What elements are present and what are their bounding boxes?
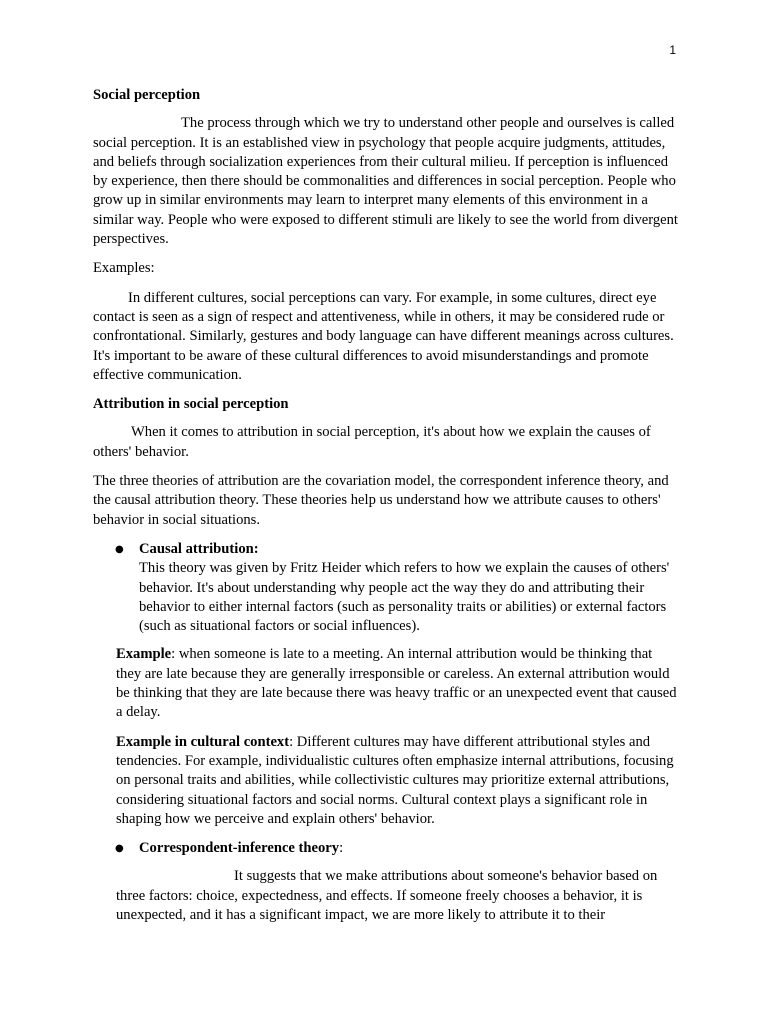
cultural-context-text: : Different cultures may have different attributional styles and tendencies. For example, individualistic cultures often emphasize internal attributions, focusing on personal traits and abilities, while collectivistic cultures may prioritize external attributions, considering situational factors and social norms. Cultural context plays a significant role in shaping how we perceive and explain others' behavior. [116, 733, 674, 827]
bullet-text-causal-attribution: This theory was given by Fritz Heider which refers to how we explain the causes of others' behavior. It's about understanding why people act the way they do and attributing their behavior to either internal factors (such as personality traits or abilities) or external factors (such as situational factors or social influences). [139, 560, 670, 635]
bullet-icon: ● [115, 843, 124, 855]
page-number: 1 [669, 43, 676, 57]
bullet-causal-attribution [93, 540, 678, 636]
bullet-icon: ● [115, 543, 124, 555]
bullet-title-colon: : [339, 840, 344, 857]
paragraph-social-perception-definition: The process through which we try to understand other people and ourselves is called social perception. It is an established view in psychology that people acquire judgments, attitudes, and beliefs through socialization experiences from their cultural milieu. If perception is influenced by experience, then there should be commonalities and differences in social perception. People who grow up in similar environments may learn to interpret many elements of this environment in a similar way. People who were exposed to different stimuli are likely to see the world from divergent perspectives. [93, 115, 678, 248]
paragraph-example [93, 645, 678, 722]
bullet-correspondent-inference [93, 839, 678, 858]
paragraph-cultural-examples: In different cultures, social perceptions can vary. For example, in some cultures, direct eye contact is seen as a sign of respect and attentiveness, while in others, it may be considered rude or confrontational. Similarly, gestures and body language can have different meanings across cultures. It's important to be aware of these cultural differences to avoid misunderstandings and promote effective communication. [93, 289, 674, 383]
document-body [93, 86, 678, 935]
heading-attribution: Attribution in social perception [93, 396, 289, 413]
paragraph-correspondent-inference: It suggests that we make attributions about someone's behavior based on three factors: choice, expectedness, and effects. If someone freely chooses a behavior, it is unexpected, and it has a significant impact, we are more likely to attribute it to their [116, 868, 658, 923]
examples-label: Examples: [93, 260, 155, 277]
paragraph-attribution-theories: The three theories of attribution are the covariation model, the correspondent inference theory, and the causal attribution theory. These theories help us understand how we attribute causes to others' behavior in social situations. [93, 473, 669, 528]
example-label: Example [116, 646, 172, 663]
example-text: : when someone is late to a meeting. An internal attribution would be thinking that they are late because they are generally irresponsible or careless. An external attribution would be thinking that they are late because there was heavy traffic or an unexpected event that caused a delay. [116, 646, 677, 721]
bullet-title-causal-attribution: Causal attribution: [139, 540, 259, 557]
heading-social-perception: Social perception [93, 87, 201, 103]
paragraph-cultural-context [93, 733, 678, 829]
bullet-title-correspondent-inference: Correspondent-inference theory [139, 840, 340, 857]
paragraph-attribution-intro: When it comes to attribution in social perception, it's about how we explain the causes of others' behavior. [93, 424, 651, 460]
cultural-context-label: Example in cultural context [116, 733, 290, 750]
